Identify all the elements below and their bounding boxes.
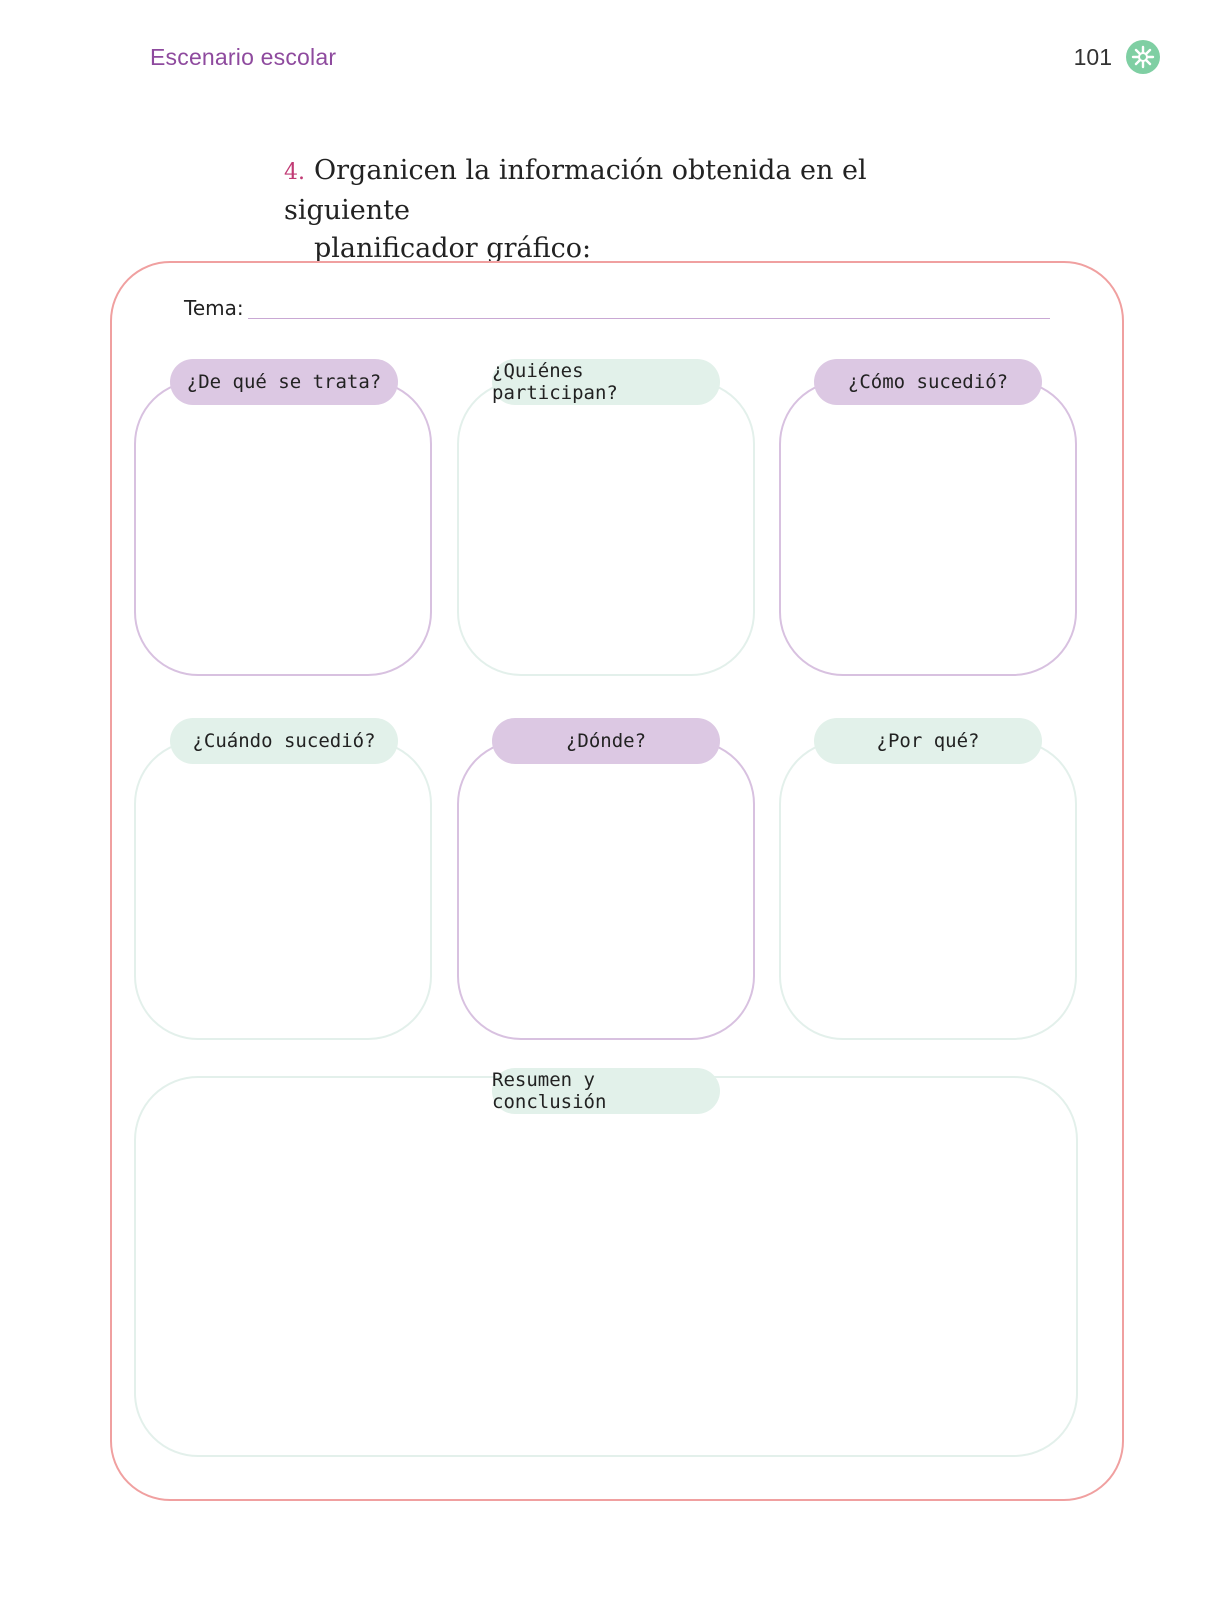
instruction-number: 4. [284,160,305,185]
box-what[interactable] [134,380,432,676]
star-burst-icon [1126,40,1160,74]
tab-summary: Resumen y conclusión [492,1068,720,1114]
running-head: Escenario escolar [150,44,337,70]
tab-why: ¿Por qué? [814,718,1042,764]
topic-write-line[interactable] [248,318,1050,319]
topic-label: Tema: [184,296,244,320]
instruction-line-2: planificador gráfico: [314,233,592,264]
instruction [284,152,924,268]
tab-how: ¿Cómo sucedió? [814,359,1042,405]
tab-where: ¿Dónde? [492,718,720,764]
tab-who: ¿Quiénes participan? [492,359,720,405]
box-summary[interactable] [134,1076,1078,1457]
page-number: 101 [1073,44,1112,70]
tab-when: ¿Cuándo sucedió? [170,718,398,764]
box-when[interactable] [134,740,432,1040]
box-where[interactable] [457,740,755,1040]
box-how[interactable] [779,380,1077,676]
instruction-line-1: Organicen la información obtenida en el siguiente [284,155,867,226]
box-who[interactable] [457,380,755,676]
box-why[interactable] [779,740,1077,1040]
tab-what: ¿De qué se trata? [170,359,398,405]
page-badge [1126,40,1160,74]
